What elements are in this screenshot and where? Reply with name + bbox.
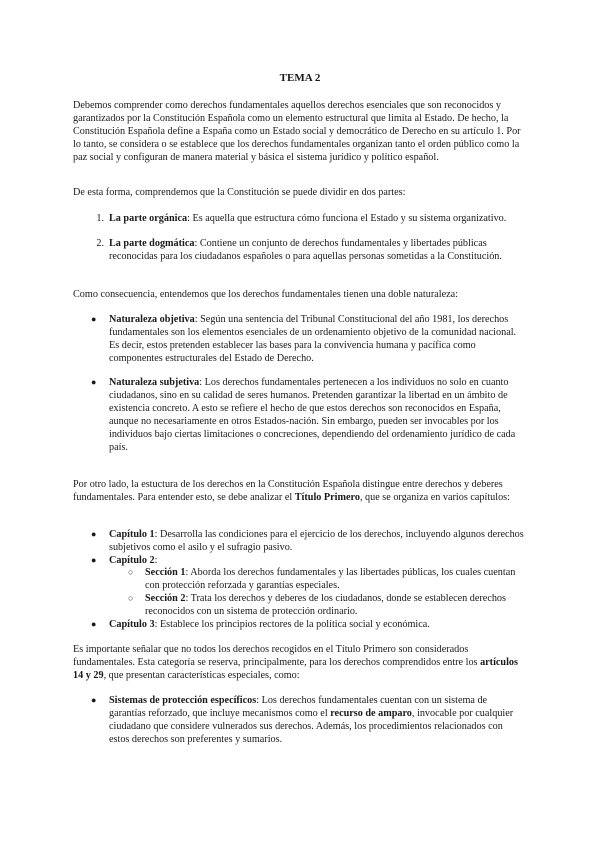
- parts-intro-paragraph: [73, 186, 528, 199]
- text-run: Por otro lado, la estuctura de los derechos en la Constitución Española distingue entre derechos y deberes fundamentales. Para entender esto, se debe analizar el: [73, 479, 503, 503]
- bullet-icon: ●: [91, 555, 97, 565]
- text-run: Es importante señalar que no todos los derechos recogidos en el Título Primero son considerados fundamentales. Esta categoría se reserva, principalmente, para los derechos comprendidos entre los: [73, 644, 481, 668]
- emphasis: Título Primero: [294, 492, 360, 503]
- structure-text: [73, 478, 535, 504]
- text-run: , que se organiza en varios capítulos:: [359, 492, 510, 503]
- intro-paragraph: [73, 99, 528, 164]
- term: Naturaleza subjetiva: [109, 377, 200, 388]
- intro-text: Debemos comprender como derechos fundamentales aquellos derechos esenciales que son reconocidos y garantizados por la Constitución Española como un elemento estructural que limita al Estado. De hecho, la Constitución Española define a España como un Estado social y democrático de Derecho en su artículo 1. Por lo tanto, se considera o se establece que los derechos fundamentales organizan tanto el orden público como la paz social y configuran de manera material y básica el sistema jurídico y político español.: [73, 100, 521, 163]
- definition: : Trata los derechos y deberes de los ciudadanos, donde se establecen derechos reconocidos con un sistema de protección ordinario.: [145, 593, 506, 617]
- list-item-nature-subjective: [91, 376, 524, 454]
- term: Capítulo 2: [109, 555, 155, 566]
- list-item-part-1: [96, 212, 527, 225]
- definition: : Establece los principios rectores de la política social y económica.: [154, 619, 430, 630]
- term: La parte dogmática: [109, 238, 195, 249]
- text-run: : Los derechos fundamentales cuentan con un sistema de garantías reforzado, que incluye mecanismos como el: [109, 695, 488, 719]
- list-item-chapter-3: [91, 618, 529, 631]
- circle-bullet-icon: ○: [128, 567, 134, 577]
- emphasis: recurso de amparo: [330, 708, 412, 719]
- term: Sección 1: [145, 567, 186, 578]
- list-item-chapter-1: [91, 528, 529, 554]
- bullet-icon: ●: [91, 529, 97, 539]
- term: Sección 2: [145, 593, 186, 604]
- definition: : Contiene un conjunto de derechos fundamentales y libertades públicas reconocidas para los ciudadanos españoles o para aquellas personas sometidas a la Constitución.: [109, 238, 502, 262]
- definition: : Aborda los derechos fundamentales y las libertades públicas, los cuales cuentan con protección reforzada y garantías especiales.: [145, 567, 516, 591]
- term: Sistemas de protección específicos: [109, 695, 257, 706]
- term: Capítulo 1: [109, 529, 155, 540]
- text-run: , que presentan características especiales, como:: [103, 670, 300, 681]
- parts-intro-text: De esta forma, comprendemos que la Constitución se puede dividir en dos partes:: [73, 187, 406, 198]
- emphasis: artículos 14 y 29: [73, 657, 518, 681]
- term: Capítulo 3: [109, 619, 155, 630]
- structure-paragraph: [73, 478, 535, 504]
- term: La parte orgánica: [109, 213, 188, 224]
- list-item-section-2: [128, 592, 517, 618]
- bullet-icon: ●: [91, 695, 97, 705]
- fundamental-rights-text: [73, 643, 530, 682]
- list-item-protection-systems: [91, 694, 525, 746]
- term: Naturaleza objetiva: [109, 314, 195, 325]
- definition: : Los derechos fundamentales pertenecen a los individuos no solo en cuanto ciudadanos, sino en su calidad de seres humanos. Pretenden garantizar la libertad en un ámbito de existencia concreto. A esto se refiere el hecho de que estos derechos son reconocidos en España, aunque no necesariamente en otros Estados-nación. Sin embargo, pueden ser invocables por los individuos bajo ciertas limitaciones o concreciones, dependiendo del ordenamiento jurídico de cada país.: [109, 377, 516, 453]
- circle-bullet-icon: ○: [128, 593, 134, 603]
- definition: : Según una sentencia del Tribunal Constitucional del año 1981, los derechos fundamentales son los elementos esenciales de un ordenamiento objetivo de la comunidad nacional. Es decir, estos pretenden establecer las bases para la convivencia humana y pacífica como componentes estructurales del Estado de Derecho.: [109, 314, 517, 364]
- definition: : Desarrolla las condiciones para el ejercicio de los derechos, incluyendo algunos derechos subjetivos como el asilo y el sufragio pasivo.: [109, 529, 524, 553]
- bullet-icon: ●: [91, 314, 97, 324]
- list-item-nature-objective: [91, 313, 520, 365]
- list-number: 2.: [96, 238, 104, 249]
- definition: : Es aquella que estructura cómo funciona el Estado y su sistema organizativo.: [187, 213, 507, 224]
- list-item-part-2: [96, 237, 527, 263]
- bullet-icon: ●: [91, 619, 97, 629]
- list-number: 1.: [96, 213, 104, 224]
- fundamental-rights-paragraph: [73, 643, 530, 682]
- nature-intro-paragraph: [73, 288, 528, 301]
- bullet-icon: ●: [91, 377, 97, 387]
- list-item-section-1: [128, 566, 517, 592]
- definition: :: [154, 555, 158, 566]
- nature-intro-text: Como consecuencia, entendemos que los derechos fundamentales tienen una doble naturaleza:: [73, 289, 459, 300]
- page-title: TEMA 2: [279, 72, 321, 84]
- text-run: , invocable por cualquier ciudadano que considere vulnerados sus derechos. Además, los procedimientos relacionados con estos derechos son preferentes y sumarios.: [109, 708, 514, 745]
